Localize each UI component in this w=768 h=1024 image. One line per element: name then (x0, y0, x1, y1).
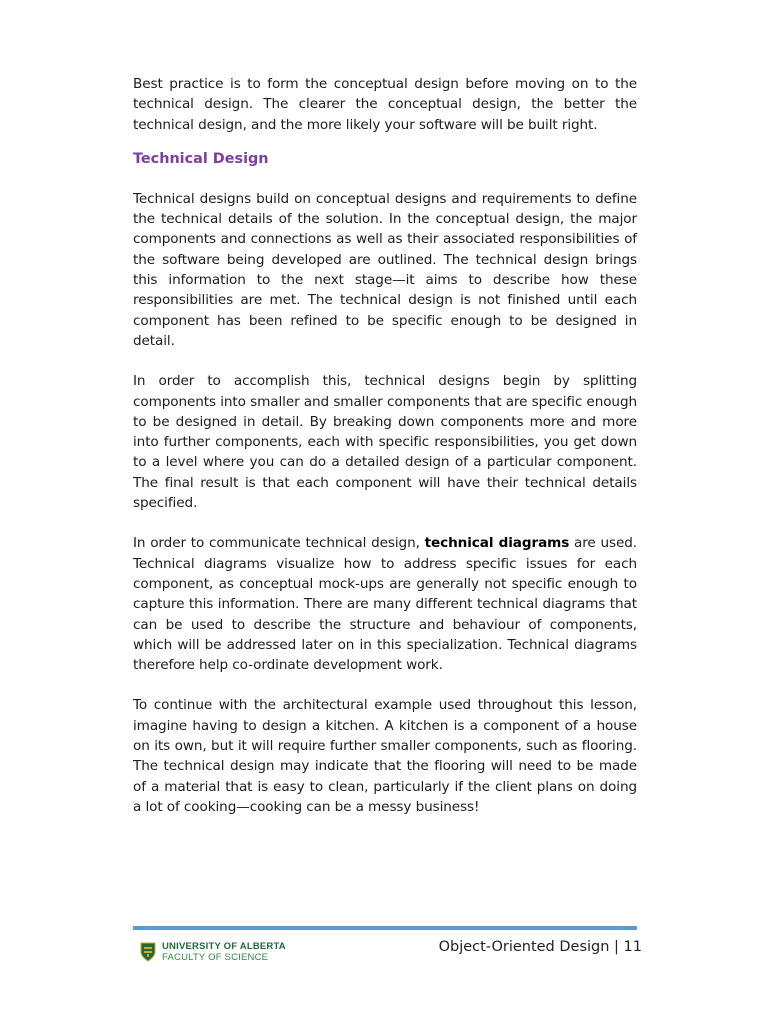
paragraph-kitchen-example: To continue with the architectural example used throughout this lesson, imagine having to design a kitchen. A kitchen is a component of a house on its own, but it will require further smaller components, such as flooring. The technical design may indicate that the flooring will need to be made of a material that is easy to clean, particularly if the client plans on doing a lot of cooking—cooking can be a messy business! (133, 697, 637, 815)
shield-icon (140, 942, 156, 962)
intro-paragraph: Best practice is to form the conceptual design before moving on to the technical design. The clearer the conceptual design, the better the technical design, and the more likely your software will be built right. (133, 76, 637, 133)
section-heading: Technical Design (133, 150, 269, 167)
technical-diagrams-term: technical diagrams (424, 535, 570, 552)
p4-text-after: are used. Technical diagrams visualize how to address specific issues for each component, as conceptual mock-ups are generally not specific enough to capture this information. There are many different technical diagrams that can be used to describe the structure and behaviour of components, which will be addressed later on in this specialization. Technical diagrams therefore help co-ordinate development work. (133, 535, 637, 674)
page-body (133, 74, 637, 817)
footer-divider (133, 926, 637, 930)
logo-faculty-name: FACULTY OF SCIENCE (162, 952, 269, 963)
university-logo (140, 937, 290, 967)
p4-text-before: In order to communicate technical design, (133, 535, 425, 552)
logo-text (162, 941, 286, 963)
paragraph-splitting-components: In order to accomplish this, technical designs begin by splitting components into smaller and smaller components that are specific enough to be designed in detail. By breaking down components more and more into further components, each with specific responsibilities, you get down to a level where you can do a detailed design of a particular component. The final result is that each component will have their technical details specified. (133, 373, 637, 512)
paragraph-technical-diagrams (133, 533, 637, 675)
logo-university-name: UNIVERSITY OF ALBERTA (162, 941, 286, 952)
page-number-label: Object-Oriented Design | 11 (438, 939, 642, 955)
paragraph-technical-designs: Technical designs build on conceptual designs and requirements to define the technical details of the solution. In the conceptual design, the major components and connections as well as their associated responsibilities of the software being developed are outlined. The technical design brings this information to the next stage—it aims to describe how these responsibilities are met. The technical design is not finished until each component has been refined to be specific enough to be designed in detail. (133, 190, 637, 349)
